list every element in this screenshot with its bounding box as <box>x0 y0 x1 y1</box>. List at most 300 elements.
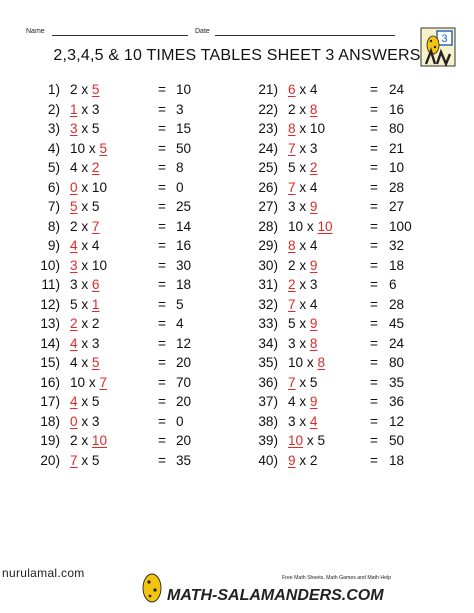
times-sign: x <box>88 374 96 390</box>
times-sign: x <box>81 452 89 468</box>
problem-answer: 28 <box>389 179 405 195</box>
problem-number: 39) <box>258 433 278 448</box>
problem-number: 26) <box>258 179 278 195</box>
problem-answer: 0 <box>176 413 184 429</box>
problem-number: 34) <box>258 335 278 351</box>
factor-b: 2 <box>91 160 100 175</box>
times-sign: x <box>81 101 89 117</box>
problem-row <box>246 431 461 451</box>
problem-row <box>246 334 461 354</box>
problem-answer: 36 <box>389 394 405 409</box>
factor-b: 3 <box>91 413 100 429</box>
problem-number: 13) <box>40 316 60 331</box>
problem-number: 29) <box>258 238 278 253</box>
problem-answer: 100 <box>389 218 412 234</box>
problem-expression <box>288 295 317 315</box>
problem-answer: 20 <box>176 394 192 409</box>
equals-sign: = <box>370 257 378 273</box>
problem-expression <box>288 256 317 276</box>
factor-a: 1 <box>70 101 78 117</box>
factor-a: 8 <box>288 121 296 136</box>
equals-sign: = <box>158 374 166 390</box>
problem-answer: 18 <box>389 452 405 468</box>
problem-number: 10) <box>40 257 60 273</box>
factor-b: 3 <box>309 140 318 156</box>
problem-number: 35) <box>258 355 278 370</box>
factor-b: 9 <box>309 394 318 409</box>
times-sign: x <box>81 316 89 331</box>
factor-b: 6 <box>91 277 100 292</box>
problem-row <box>246 295 461 315</box>
problem-number: 30) <box>258 257 278 273</box>
times-sign: x <box>299 277 307 292</box>
equals-sign: = <box>158 452 166 468</box>
problem-row <box>28 314 243 334</box>
factor-a: 4 <box>70 238 78 253</box>
problem-row <box>246 236 461 256</box>
problem-number: 24) <box>258 140 278 156</box>
problem-row <box>28 275 243 295</box>
times-sign: x <box>81 218 89 234</box>
factor-a: 2 <box>70 316 78 331</box>
problem-row <box>246 451 461 471</box>
problem-row <box>28 178 243 198</box>
factor-a: 2 <box>70 433 78 448</box>
factor-a: 9 <box>288 452 296 468</box>
factor-a: 7 <box>288 296 296 312</box>
problem-row <box>28 236 243 256</box>
factor-b: 3 <box>91 335 100 351</box>
problem-answer: 32 <box>389 238 405 253</box>
times-sign: x <box>299 394 307 409</box>
equals-sign: = <box>158 394 166 409</box>
times-sign: x <box>299 335 307 351</box>
times-sign: x <box>81 394 89 409</box>
date-line <box>215 35 395 36</box>
factor-b: 10 <box>317 218 333 234</box>
factor-b: 7 <box>91 218 100 234</box>
problem-number: 23) <box>258 121 278 136</box>
factor-b: 5 <box>309 374 318 390</box>
problem-column-right <box>246 80 461 470</box>
problem-row <box>28 197 243 217</box>
problem-row <box>246 217 461 237</box>
factor-a: 7 <box>288 140 296 156</box>
problem-answer: 30 <box>176 257 192 273</box>
factor-b: 4 <box>309 296 318 312</box>
name-line <box>52 35 188 36</box>
problem-number: 12) <box>40 296 60 312</box>
times-sign: x <box>81 413 89 429</box>
problem-row <box>246 353 461 373</box>
problem-expression <box>70 334 99 354</box>
factor-b: 3 <box>91 101 100 117</box>
equals-sign: = <box>158 179 166 195</box>
times-sign: x <box>299 160 307 175</box>
equals-sign: = <box>370 121 378 136</box>
date-label: Date <box>195 28 210 35</box>
problem-answer: 25 <box>176 199 192 214</box>
problem-number: 14) <box>40 335 60 351</box>
problem-expression <box>70 353 99 373</box>
problem-answer: 15 <box>176 121 192 136</box>
factor-a: 3 <box>70 257 78 273</box>
factor-a: 3 <box>70 121 78 136</box>
problem-answer: 20 <box>176 433 192 448</box>
problem-expression <box>288 373 317 393</box>
problem-expression <box>288 119 325 139</box>
problem-row <box>246 139 461 159</box>
factor-a: 3 <box>288 413 296 429</box>
problem-row <box>28 100 243 120</box>
times-sign: x <box>88 140 96 156</box>
equals-sign: = <box>158 433 166 448</box>
problem-row <box>28 353 243 373</box>
factor-a: 0 <box>70 413 78 429</box>
factor-a: 5 <box>288 160 296 175</box>
times-sign: x <box>81 121 89 136</box>
equals-sign: = <box>158 218 166 234</box>
problem-number: 6) <box>47 179 60 195</box>
problem-expression <box>288 412 317 432</box>
problem-expression <box>288 178 317 198</box>
problem-number: 20) <box>40 452 60 468</box>
problem-row <box>246 158 461 178</box>
factor-b: 9 <box>309 316 318 331</box>
problem-number: 28) <box>258 218 278 234</box>
factor-a: 10 <box>70 374 86 390</box>
factor-a: 4 <box>70 394 78 409</box>
watermark-text: nurulamal.com <box>2 566 85 580</box>
problem-row <box>246 373 461 393</box>
problem-expression <box>70 119 99 139</box>
factor-a: 8 <box>288 238 296 253</box>
problem-answer: 27 <box>389 199 405 214</box>
problem-number: 11) <box>41 277 60 292</box>
equals-sign: = <box>158 296 166 312</box>
problem-number: 27) <box>258 199 278 214</box>
problem-row <box>246 275 461 295</box>
factor-b: 5 <box>99 140 108 156</box>
problem-expression <box>288 80 317 100</box>
problem-number: 22) <box>258 101 278 117</box>
problem-expression <box>70 412 99 432</box>
problem-number: 36) <box>258 374 278 390</box>
times-sign: x <box>299 179 307 195</box>
problem-answer: 35 <box>176 452 192 468</box>
factor-a: 5 <box>70 296 78 312</box>
equals-sign: = <box>158 335 166 351</box>
times-sign: x <box>81 238 89 253</box>
problem-row <box>28 334 243 354</box>
problem-expression <box>70 295 99 315</box>
problem-expression <box>288 353 325 373</box>
problem-number: 5) <box>47 160 60 175</box>
problem-row <box>28 373 243 393</box>
factor-b: 7 <box>99 374 108 390</box>
factor-b: 8 <box>309 101 318 117</box>
problem-number: 4) <box>47 140 60 156</box>
problem-expression <box>70 236 99 256</box>
problem-number: 1) <box>47 82 60 97</box>
times-sign: x <box>81 355 89 370</box>
logo-sheet-number: 3 <box>441 33 448 45</box>
equals-sign: = <box>370 277 378 292</box>
problem-expression <box>70 373 107 393</box>
times-sign: x <box>299 296 307 312</box>
problem-expression <box>288 451 317 471</box>
equals-sign: = <box>158 199 166 214</box>
problem-row <box>246 314 461 334</box>
problem-number: 40) <box>258 452 278 468</box>
problem-number: 17) <box>40 394 60 409</box>
equals-sign: = <box>158 316 166 331</box>
problem-answer: 35 <box>389 374 405 390</box>
problem-answer: 6 <box>389 277 397 292</box>
problem-expression <box>70 431 107 451</box>
name-label: Name <box>26 28 45 35</box>
equals-sign: = <box>370 374 378 390</box>
equals-sign: = <box>370 238 378 253</box>
factor-b: 10 <box>91 433 108 448</box>
equals-sign: = <box>370 82 378 97</box>
problem-number: 19) <box>40 433 60 448</box>
factor-a: 4 <box>70 160 78 175</box>
times-sign: x <box>299 199 307 214</box>
problem-expression <box>288 158 317 178</box>
factor-b: 2 <box>91 316 100 331</box>
problem-row <box>246 412 461 432</box>
problem-expression <box>288 334 317 354</box>
equals-sign: = <box>158 355 166 370</box>
times-sign: x <box>306 355 314 370</box>
problem-expression <box>288 217 333 237</box>
times-sign: x <box>299 413 307 429</box>
factor-b: 1 <box>91 296 100 312</box>
problem-row <box>246 256 461 276</box>
problem-answer: 12 <box>176 335 192 351</box>
problem-answer: 5 <box>176 296 184 312</box>
factor-b: 2 <box>309 452 318 468</box>
equals-sign: = <box>370 452 378 468</box>
factor-b: 10 <box>309 121 326 136</box>
problem-answer: 3 <box>176 101 184 117</box>
factor-b: 4 <box>309 238 318 253</box>
factor-b: 9 <box>309 257 318 273</box>
equals-sign: = <box>370 394 378 409</box>
problem-number: 8) <box>47 218 60 234</box>
problem-column-left <box>28 80 243 470</box>
problem-expression <box>70 139 107 159</box>
factor-a: 4 <box>70 355 78 370</box>
times-sign: x <box>299 452 307 468</box>
times-sign: x <box>299 374 307 390</box>
problem-expression <box>288 236 317 256</box>
times-sign: x <box>81 160 89 175</box>
factor-b: 2 <box>309 160 318 175</box>
equals-sign: = <box>158 121 166 136</box>
equals-sign: = <box>370 355 378 370</box>
problem-answer: 21 <box>389 140 405 156</box>
factor-a: 3 <box>288 335 296 351</box>
problem-expression <box>288 314 317 334</box>
problem-number: 15) <box>40 355 60 370</box>
problem-answer: 28 <box>389 296 405 312</box>
problem-expression <box>70 256 107 276</box>
problem-row <box>28 295 243 315</box>
factor-a: 4 <box>288 394 296 409</box>
equals-sign: = <box>158 257 166 273</box>
worksheet-title: 2,3,4,5 & 10 TIMES TABLES SHEET 3 ANSWERS <box>53 47 421 64</box>
problem-answer: 50 <box>176 140 192 156</box>
times-sign: x <box>299 82 307 97</box>
problem-number: 37) <box>258 394 278 409</box>
problem-expression <box>70 217 99 237</box>
problem-answer: 10 <box>389 160 405 175</box>
problem-expression <box>288 392 317 412</box>
equals-sign: = <box>158 413 166 429</box>
problem-number: 33) <box>258 316 278 331</box>
times-sign: x <box>299 121 307 136</box>
times-sign: x <box>306 218 314 234</box>
factor-a: 6 <box>288 82 296 97</box>
factor-a: 2 <box>288 277 296 292</box>
problem-number: 32) <box>258 296 278 312</box>
problem-answer: 8 <box>176 160 184 175</box>
problem-row <box>28 139 243 159</box>
problem-row <box>28 412 243 432</box>
equals-sign: = <box>370 433 378 448</box>
problem-row <box>28 451 243 471</box>
factor-b: 9 <box>309 199 318 214</box>
times-sign: x <box>81 199 89 214</box>
problem-row <box>28 158 243 178</box>
problem-expression <box>70 275 99 295</box>
equals-sign: = <box>370 140 378 156</box>
factor-a: 3 <box>70 277 78 292</box>
problem-expression <box>70 178 107 198</box>
problem-answer: 18 <box>176 277 192 292</box>
problem-number: 38) <box>258 413 278 429</box>
equals-sign: = <box>370 413 378 429</box>
factor-b: 4 <box>91 238 100 253</box>
problem-answer: 14 <box>176 218 192 234</box>
problem-answer: 80 <box>389 355 405 370</box>
problem-number: 2) <box>47 101 60 117</box>
factor-a: 7 <box>70 452 78 468</box>
problem-expression <box>70 392 99 412</box>
problem-row <box>246 100 461 120</box>
factor-a: 7 <box>288 179 296 195</box>
problem-row <box>28 217 243 237</box>
times-sign: x <box>306 433 314 448</box>
factor-b: 10 <box>91 257 108 273</box>
factor-a: 2 <box>288 257 296 273</box>
factor-a: 3 <box>288 199 296 214</box>
times-sign: x <box>81 277 89 292</box>
equals-sign: = <box>370 316 378 331</box>
times-sign: x <box>299 316 307 331</box>
equals-sign: = <box>370 218 378 234</box>
factor-a: 2 <box>70 82 78 97</box>
problem-expression <box>288 139 317 159</box>
factor-a: 2 <box>70 218 78 234</box>
problem-row <box>246 119 461 139</box>
problem-answer: 70 <box>176 374 192 390</box>
problem-answer: 16 <box>176 238 192 253</box>
problem-number: 16) <box>40 374 60 390</box>
problem-answer: 18 <box>389 257 405 273</box>
problem-number: 21) <box>258 82 278 97</box>
times-sign: x <box>299 257 307 273</box>
equals-sign: = <box>158 101 166 117</box>
times-sign: x <box>81 257 89 273</box>
problem-answer: 80 <box>389 121 405 136</box>
equals-sign: = <box>370 101 378 117</box>
problem-expression <box>288 100 317 120</box>
problem-row <box>28 392 243 412</box>
factor-b: 5 <box>91 452 100 468</box>
problem-expression <box>288 431 325 451</box>
factor-a: 7 <box>288 374 296 390</box>
factor-a: 2 <box>288 101 296 117</box>
problem-expression <box>70 314 99 334</box>
factor-b: 5 <box>91 355 100 370</box>
problem-row <box>28 256 243 276</box>
factor-b: 4 <box>309 82 318 97</box>
equals-sign: = <box>370 179 378 195</box>
problem-row <box>246 178 461 198</box>
problem-row <box>246 80 461 100</box>
factor-b: 8 <box>317 355 326 370</box>
problem-answer: 24 <box>389 82 405 97</box>
factor-a: 10 <box>288 355 304 370</box>
problem-answer: 45 <box>389 316 405 331</box>
problem-row <box>28 431 243 451</box>
factor-b: 5 <box>91 121 100 136</box>
problem-number: 3) <box>47 121 60 136</box>
factor-b: 3 <box>309 277 318 292</box>
equals-sign: = <box>158 160 166 175</box>
problem-row <box>28 119 243 139</box>
problem-answer: 0 <box>176 179 184 195</box>
equals-sign: = <box>158 140 166 156</box>
problem-expression <box>70 100 99 120</box>
problem-number: 31) <box>258 277 278 292</box>
problem-answer: 20 <box>176 355 192 370</box>
problem-expression <box>70 451 99 471</box>
problem-answer: 50 <box>389 433 405 448</box>
factor-b: 5 <box>91 82 100 97</box>
factor-a: 10 <box>70 140 86 156</box>
factor-a: 10 <box>288 218 304 234</box>
problem-answer: 16 <box>389 101 405 117</box>
problem-row <box>246 197 461 217</box>
times-sign: x <box>81 433 89 448</box>
problem-number: 9) <box>47 238 60 253</box>
times-sign: x <box>81 82 89 97</box>
footer-brand-logo: MATH-SALAMANDERS.COM <box>167 587 384 604</box>
factor-b: 10 <box>91 179 108 195</box>
times-sign: x <box>81 296 89 312</box>
problem-expression <box>70 80 99 100</box>
problem-number: 25) <box>258 160 278 175</box>
equals-sign: = <box>370 199 378 214</box>
equals-sign: = <box>370 296 378 312</box>
equals-sign: = <box>158 277 166 292</box>
problem-number: 7) <box>47 199 60 214</box>
factor-b: 8 <box>309 335 318 351</box>
